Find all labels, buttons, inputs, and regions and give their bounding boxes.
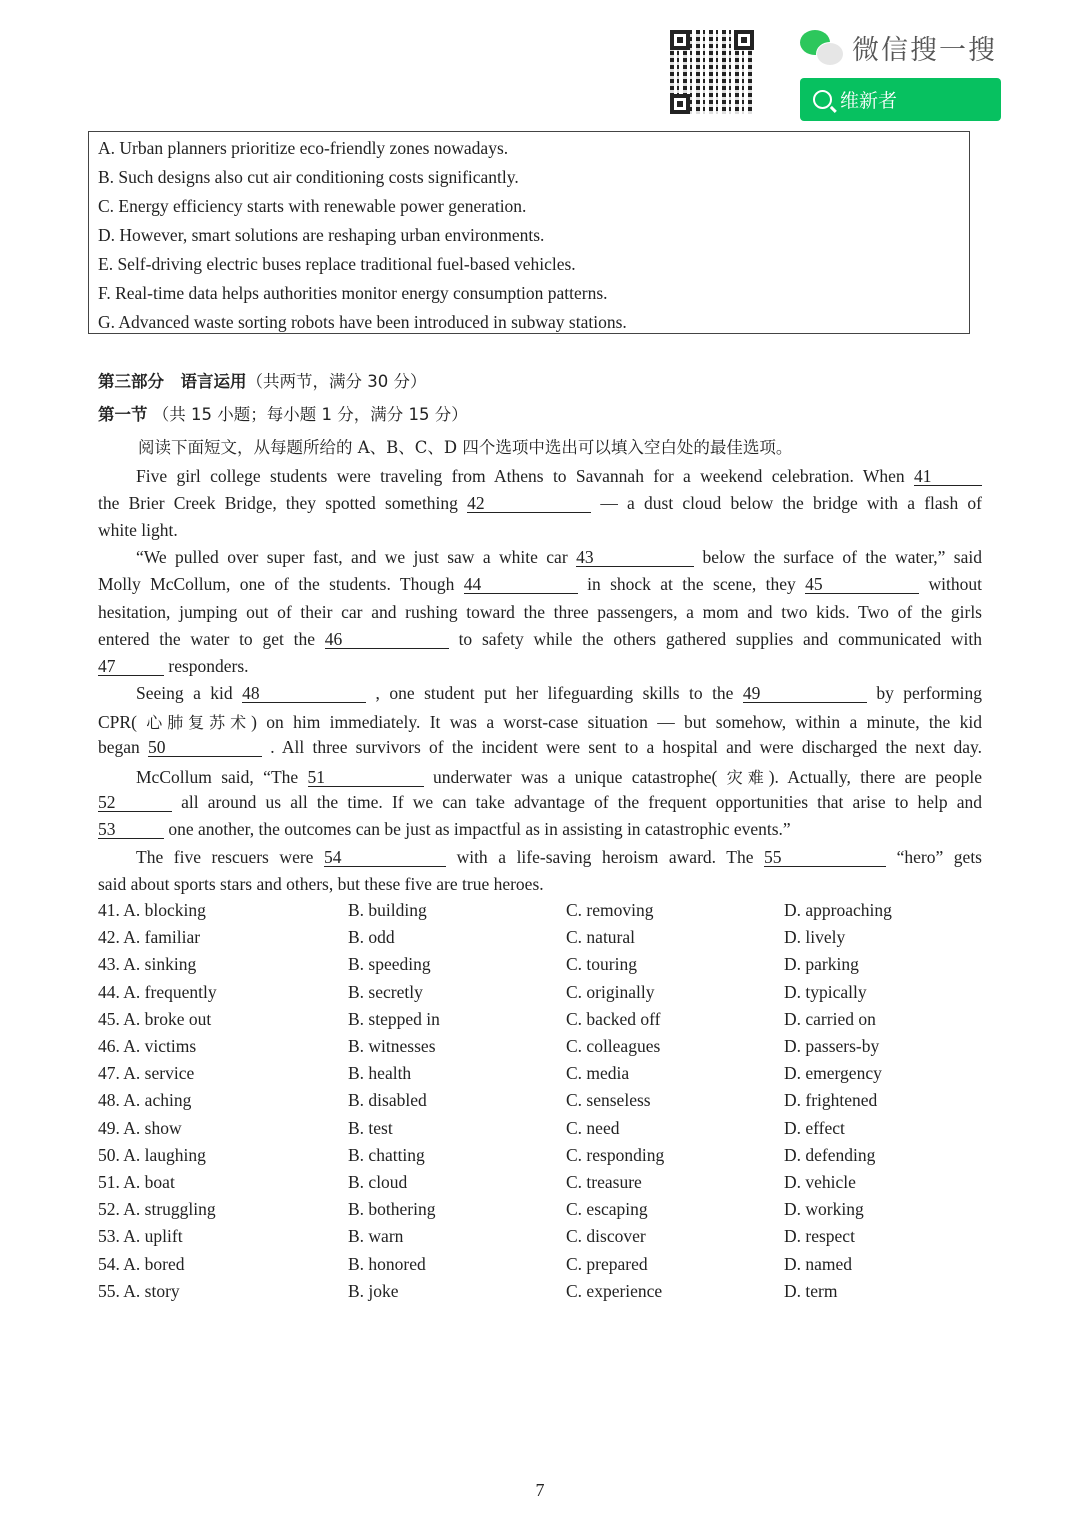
option-d: D. term <box>784 1280 838 1301</box>
option-d: D. frightened <box>784 1090 878 1111</box>
passage-line <box>136 765 982 788</box>
passage-text: CPR( <box>98 712 137 732</box>
search-icon <box>813 90 832 109</box>
option-b: B. joke <box>348 1280 399 1301</box>
option-d: D. respect <box>784 1226 855 1247</box>
blank-50: 50 <box>148 738 262 757</box>
part-title: 第三部分 语言运用 <box>98 372 247 391</box>
option-b: B. speeding <box>348 954 431 975</box>
passage-text: in shock at the scene, they <box>587 574 796 594</box>
passage-text: McCollum said, “The <box>136 767 299 787</box>
passage-text: began <box>98 737 140 757</box>
option-c: C. need <box>566 1117 620 1138</box>
passage-line <box>98 710 982 733</box>
option-c: C. treasure <box>566 1172 642 1192</box>
blank-51: 51 <box>308 768 424 787</box>
question-number-option-a: 50. A. laughing <box>98 1144 206 1165</box>
passage-text: white light. <box>98 520 178 540</box>
option-c: C. originally <box>566 981 655 1002</box>
passage-line <box>98 602 982 623</box>
passage-text: The five rescuers were <box>136 847 314 867</box>
option-d: D. carried on <box>784 1008 876 1029</box>
blank-41: 41 <box>914 467 982 486</box>
passage-line <box>98 629 982 650</box>
instruction: 阅读下面短文，从每题所给的 A、B、C、D 四个选项中选出可以填入空白处的最佳选项。 <box>138 438 793 457</box>
blank-53: 53 <box>98 820 164 839</box>
passage-text: “hero” gets <box>896 847 982 867</box>
option-item: B. Such designs also cut air conditioning costs significantly. <box>98 167 519 187</box>
passage-line <box>98 574 982 595</box>
option-d: D. defending <box>784 1144 876 1165</box>
passage-text: by performing <box>876 683 983 703</box>
blank-52: 52 <box>98 793 172 812</box>
option-item: C. Energy efficiency starts with renewable power generation. <box>98 196 527 216</box>
option-b: B. secretly <box>348 981 423 1002</box>
blank-55: 55 <box>764 848 886 867</box>
passage-text: Seeing a kid <box>136 683 233 703</box>
passage-line <box>98 819 982 840</box>
option-c: C. natural <box>566 927 636 948</box>
passage-text: with a life-saving heroism award. The <box>456 847 754 867</box>
wechat-search-header <box>800 28 997 67</box>
passage-line <box>98 792 982 813</box>
passage-line <box>136 547 982 568</box>
option-c: C. prepared <box>566 1253 648 1274</box>
blank-43: 43 <box>576 548 694 567</box>
question-number-option-a: 45. A. broke out <box>98 1008 212 1029</box>
option-item: G. Advanced waste sorting robots have been introduced in subway stations. <box>98 312 627 332</box>
passage-text: all around us all the time. If we can take advantage of the frequent opportunities that arise to help and <box>181 792 982 812</box>
qr-code <box>670 30 754 114</box>
option-b: B. chatting <box>348 1144 425 1165</box>
question-number-option-a: 44. A. frequently <box>98 981 217 1002</box>
passage-line <box>136 683 982 704</box>
blank-49: 49 <box>743 684 867 703</box>
blank-45: 45 <box>805 575 919 594</box>
question-number-option-a: 41. A. blocking <box>98 900 206 920</box>
option-b: B. bothering <box>348 1199 436 1220</box>
passage-text: entered the water to get the <box>98 629 315 649</box>
option-c: C. touring <box>566 954 637 975</box>
option-c: C. backed off <box>566 1008 661 1029</box>
option-c: C. removing <box>566 900 654 920</box>
passage-line <box>98 656 982 677</box>
passage-text: to safety while the others gathered supplies and communicated with <box>458 629 982 649</box>
option-c: C. senseless <box>566 1090 651 1111</box>
part-note: （共两节，满分 30 分） <box>246 372 427 391</box>
option-c: C. experience <box>566 1280 663 1301</box>
blank-54: 54 <box>324 848 446 867</box>
passage-line <box>98 520 982 541</box>
passage-text: — a dust cloud below the bridge with a flash of <box>600 493 982 513</box>
passage-text: ). Actually, there are people <box>768 767 982 787</box>
option-b: B. disabled <box>348 1090 427 1111</box>
passage-line <box>98 493 982 514</box>
blank-42: 42 <box>467 494 591 513</box>
passage-line <box>98 874 982 895</box>
section-heading <box>98 401 468 425</box>
passage-text: without <box>928 574 982 594</box>
option-d: D. working <box>784 1199 864 1220</box>
blank-46: 46 <box>325 630 449 649</box>
option-b: B. warn <box>348 1226 404 1247</box>
search-text: 维新者 <box>840 90 898 112</box>
passage-text: , one student put her lifeguarding skills to the <box>375 683 734 703</box>
passage-text: below the surface of the water,” said <box>702 547 983 567</box>
passage-text: said about sports stars and others, but these five are true heroes. <box>98 874 544 894</box>
option-c: C. colleagues <box>566 1036 661 1056</box>
passage-line <box>98 737 982 758</box>
question-number-option-a: 47. A. service <box>98 1063 195 1084</box>
option-b: B. health <box>348 1063 412 1084</box>
passage-text: Molly McCollum, one of the students. Though <box>98 574 455 594</box>
question-number-option-a: 55. A. story <box>98 1280 180 1301</box>
option-c: C. media <box>566 1063 630 1084</box>
option-item: E. Self-driving electric buses replace traditional fuel-based vehicles. <box>98 254 576 274</box>
option-d: D. emergency <box>784 1063 882 1084</box>
question-number-option-a: 53. A. uplift <box>98 1226 183 1247</box>
question-number-option-a: 51. A. boat <box>98 1172 175 1192</box>
blank-47: 47 <box>98 657 164 676</box>
option-d: D. approaching <box>784 900 892 920</box>
option-b: B. test <box>348 1117 393 1138</box>
passage-text: “We pulled over super fast, and we just saw a white car <box>136 547 568 567</box>
passage-text: responders. <box>168 656 249 676</box>
passage-text: Five girl college students were traveling from Athens to Savannah for a weekend celebration. When <box>136 466 905 486</box>
option-c: C. discover <box>566 1226 646 1247</box>
passage-text: underwater was a unique catastrophe( <box>432 767 718 787</box>
option-b: B. cloud <box>348 1172 408 1192</box>
option-d: D. typically <box>784 981 867 1002</box>
option-d: D. lively <box>784 927 846 948</box>
option-b: B. odd <box>348 927 395 948</box>
blank-44: 44 <box>464 575 578 594</box>
question-number-option-a: 46. A. victims <box>98 1036 197 1056</box>
passage-text: one another, the outcomes can be just as impactful as in assisting in catastrophic events.” <box>168 819 791 839</box>
option-item: F. Real-time data helps authorities monitor energy consumption patterns. <box>98 283 608 303</box>
option-item: D. However, smart solutions are reshaping urban environments. <box>98 225 545 245</box>
option-d: D. named <box>784 1253 853 1274</box>
option-d: D. vehicle <box>784 1172 856 1192</box>
chinese-gloss: 心肺复苏术 <box>146 713 252 732</box>
option-d: D. effect <box>784 1117 845 1138</box>
passage-line <box>136 466 982 487</box>
option-c: C. responding <box>566 1144 665 1165</box>
wechat-logo-icon <box>800 30 844 66</box>
question-number-option-a: 48. A. aching <box>98 1090 192 1111</box>
option-item: A. Urban planners prioritize eco-friendly zones nowadays. <box>98 138 509 158</box>
passage-text: ) on him immediately. It was a worst-case situation — but somehow, within a minute, the kid <box>251 712 982 732</box>
question-number-option-a: 42. A. familiar <box>98 927 201 948</box>
option-c: C. escaping <box>566 1199 648 1220</box>
passage-text: the Brier Creek Bridge, they spotted something <box>98 493 458 513</box>
part-heading <box>98 368 427 392</box>
option-d: D. parking <box>784 954 859 975</box>
question-number-option-a: 52. A. struggling <box>98 1199 216 1220</box>
passage-text: hesitation, jumping out of their car and rushing toward the three passengers, a mom and two kids. Two of the girls <box>98 602 982 622</box>
passage-text: . All three survivors of the incident were sent to a hospital and were discharged the next day. <box>270 737 983 757</box>
question-number-option-a: 54. A. bored <box>98 1253 185 1274</box>
option-b: B. honored <box>348 1253 426 1274</box>
option-b: B. building <box>348 900 427 920</box>
page-number: 7 <box>535 1480 545 1500</box>
option-b: B. stepped in <box>348 1008 440 1029</box>
question-number-option-a: 43. A. sinking <box>98 954 197 975</box>
option-b: B. witnesses <box>348 1036 436 1056</box>
section-note: （共 15 小题；每小题 1 分，满分 15 分） <box>152 405 468 424</box>
passage-line <box>136 847 982 868</box>
chinese-gloss: 灾难 <box>726 768 769 787</box>
section-title: 第一节 <box>98 405 148 424</box>
question-number-option-a: 49. A. show <box>98 1117 182 1138</box>
blank-48: 48 <box>242 684 366 703</box>
wechat-search-button[interactable] <box>800 78 1001 121</box>
option-d: D. passers-by <box>784 1036 880 1056</box>
wechat-search-label: 微信搜一搜 <box>852 35 997 66</box>
